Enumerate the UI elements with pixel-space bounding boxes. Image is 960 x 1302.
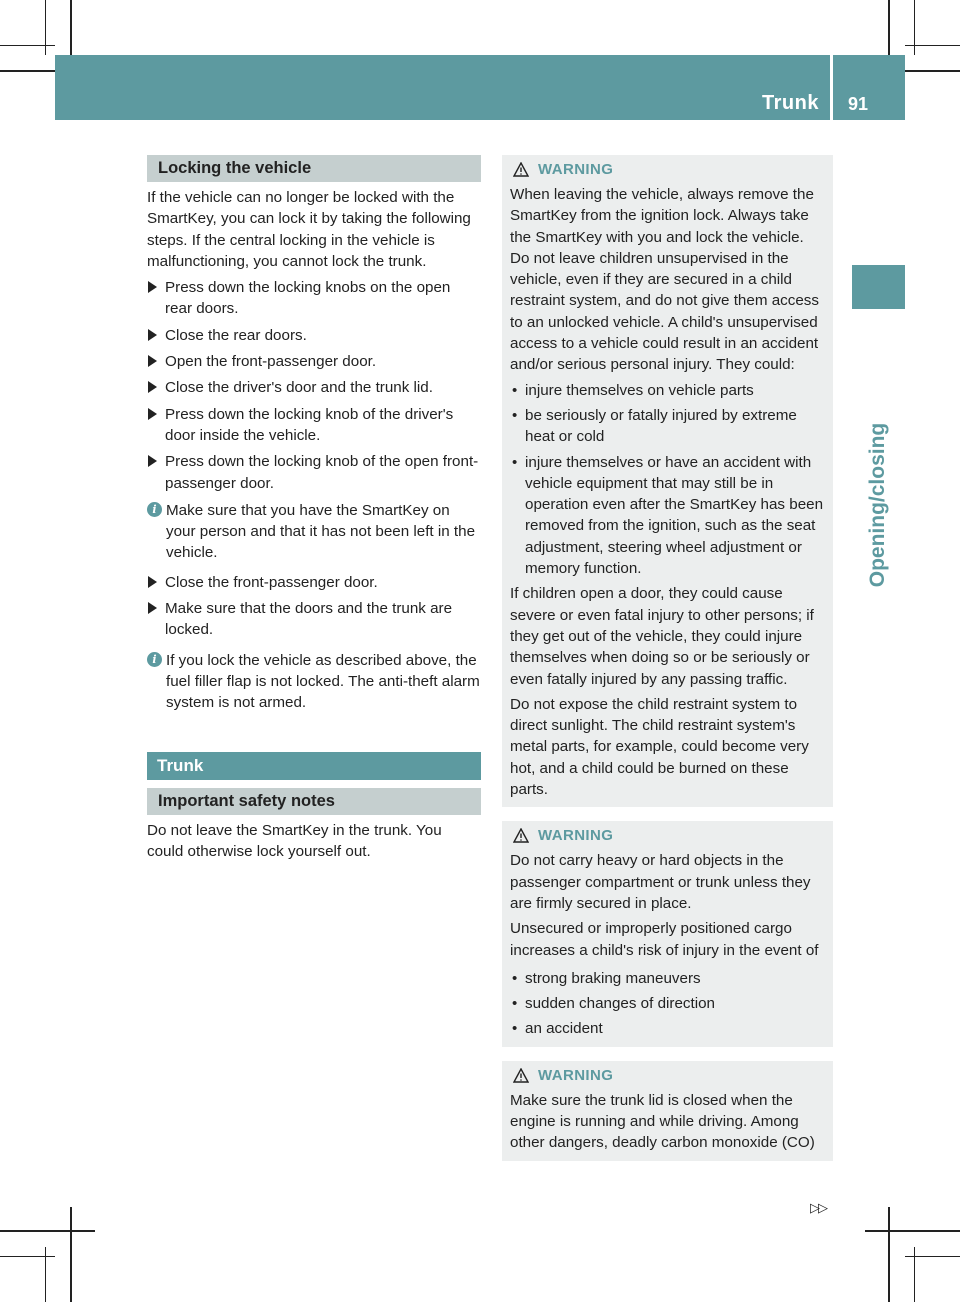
step-text: Press down the locking knob of the open front-passenger door. bbox=[165, 453, 479, 492]
crop-mark bbox=[888, 1207, 890, 1302]
info-text: Make sure that you have the SmartKey on your person and that it has not been left in the vehicle. bbox=[166, 501, 476, 562]
page-number: 91 bbox=[848, 94, 869, 114]
bullet-text: injure themselves or have an accident with vehicle equipment that may still be in operation even after the SmartKey has been removed from the ignition, such as the seat adjustment, steering wheel adjustment or memory function. bbox=[525, 453, 824, 578]
bullet-item bbox=[510, 452, 826, 580]
step-item bbox=[147, 325, 481, 346]
step-text: Close the front-passenger door. bbox=[165, 573, 378, 591]
bullet-text: sudden changes of direction bbox=[525, 995, 715, 1013]
bullet-item bbox=[510, 968, 826, 989]
crop-mark bbox=[914, 0, 915, 55]
crop-mark bbox=[0, 1230, 95, 1232]
step-arrow-icon bbox=[148, 408, 157, 420]
step-text: Close the driver's door and the trunk lid. bbox=[165, 379, 433, 397]
step-item bbox=[147, 572, 481, 593]
step-item bbox=[147, 404, 481, 447]
warning-triangle-icon bbox=[513, 1068, 529, 1083]
info-icon: i bbox=[147, 502, 162, 517]
step-item bbox=[147, 351, 481, 372]
left-column bbox=[147, 155, 481, 862]
crop-mark bbox=[865, 1230, 960, 1232]
bullet-dot: • bbox=[512, 453, 518, 471]
step-text: Close the rear doors. bbox=[165, 326, 307, 344]
warning-label: WARNING bbox=[538, 1066, 614, 1084]
info-icon: i bbox=[147, 652, 162, 667]
chapter-label: Opening/closing bbox=[866, 422, 889, 588]
bullet-text: an accident bbox=[525, 1020, 603, 1038]
step-text: Press down the locking knob of the driver's door inside the vehicle. bbox=[165, 405, 454, 444]
step-arrow-icon bbox=[148, 281, 157, 293]
bullet-text: strong braking maneuvers bbox=[525, 969, 701, 987]
bullet-text: injure themselves on vehicle parts bbox=[525, 381, 754, 399]
step-arrow-icon bbox=[148, 355, 157, 367]
header-separator bbox=[830, 55, 833, 120]
step-arrow-icon bbox=[148, 602, 157, 614]
step-item bbox=[147, 277, 481, 320]
warning-triangle-icon bbox=[513, 162, 529, 177]
step-arrow-icon bbox=[148, 455, 157, 467]
bullet-item bbox=[510, 405, 826, 448]
step-item bbox=[147, 451, 481, 494]
warning-paragraph: Do not expose the child restraint system to direct sunlight. The child restraint system's metal parts, for example, could become very hot, and a child could be burned on these parts. bbox=[510, 695, 809, 799]
info-text: If you lock the vehicle as described above, the fuel filler flap is not locked. The anti-theft alarm system is not armed. bbox=[166, 651, 480, 712]
info-note bbox=[147, 650, 481, 714]
step-text: Make sure that the doors and the trunk are locked. bbox=[165, 600, 453, 639]
warning-box bbox=[502, 155, 833, 807]
bullet-item bbox=[510, 1018, 826, 1039]
warning-header bbox=[510, 1065, 826, 1087]
locking-intro: If the vehicle can no longer be locked with the SmartKey, you can lock it by taking the following steps. If the central locking in the vehicle is malfunctioning, you cannot lock the trunk. bbox=[147, 189, 471, 270]
bullet-dot: • bbox=[512, 406, 518, 424]
step-text: Open the front-passenger door. bbox=[165, 353, 377, 371]
section-heading-trunk: Trunk bbox=[147, 752, 481, 780]
bullet-dot: • bbox=[512, 969, 518, 987]
subsection-heading-safety: Important safety notes bbox=[147, 788, 481, 815]
step-arrow-icon bbox=[148, 329, 157, 341]
bullet-item bbox=[510, 380, 826, 401]
crop-mark bbox=[45, 0, 46, 55]
bullet-item bbox=[510, 993, 826, 1014]
crop-mark bbox=[0, 45, 55, 46]
warning-box bbox=[502, 821, 833, 1046]
warning-header bbox=[510, 159, 826, 181]
safety-text: Do not leave the SmartKey in the trunk. You could otherwise lock yourself out. bbox=[147, 821, 442, 860]
step-item bbox=[147, 377, 481, 398]
crop-mark bbox=[0, 1256, 55, 1257]
continue-marker-icon: ▷▷ bbox=[810, 1200, 826, 1215]
step-item bbox=[147, 598, 481, 641]
step-text: Press down the locking knobs on the open rear doors. bbox=[165, 279, 451, 318]
crop-mark bbox=[70, 1207, 72, 1302]
bullet-text: be seriously or fatally injured by extreme heat or cold bbox=[525, 406, 797, 446]
crop-mark bbox=[914, 1247, 915, 1302]
warning-label: WARNING bbox=[538, 827, 614, 845]
page-header-title: Trunk bbox=[762, 92, 819, 114]
section-heading-locking: Locking the vehicle bbox=[147, 155, 481, 182]
info-note bbox=[147, 500, 481, 564]
right-column bbox=[502, 155, 833, 1161]
warning-header bbox=[510, 825, 826, 847]
warning-paragraph: When leaving the vehicle, always remove the SmartKey from the ignition lock. Always take the SmartKey with you and lock the vehicle. Do not leave children unsupervised in the vehicle, even if they are secured in a child restraint system, and do not give them access to an unlocked vehicle. A child's unsupervised access to a vehicle could result in an accident and/or serious personal injury. They could: bbox=[510, 186, 819, 374]
warning-paragraph: Make sure the trunk lid is closed when the engine is running and while driving. Among other dangers, deadly carbon monoxide (CO) bbox=[510, 1091, 815, 1152]
warning-paragraph: Unsecured or improperly positioned cargo increases a child's risk of injury in the event of bbox=[510, 920, 819, 959]
warning-label: WARNING bbox=[538, 161, 614, 178]
step-arrow-icon bbox=[148, 576, 157, 588]
crop-mark bbox=[45, 1247, 46, 1302]
warning-paragraph: If children open a door, they could cause severe or even fatal injury to other persons; if they get out of the vehicle, they could injure themselves when doing so or be seriously or even fatally injured by any passing traffic. bbox=[510, 585, 814, 688]
warning-triangle-icon bbox=[513, 828, 529, 843]
bullet-dot: • bbox=[512, 1020, 518, 1038]
warning-box bbox=[502, 1061, 833, 1161]
chapter-tab-marker bbox=[852, 265, 905, 309]
step-arrow-icon bbox=[148, 381, 157, 393]
bullet-dot: • bbox=[512, 381, 518, 399]
warning-paragraph: Do not carry heavy or hard objects in the passenger compartment or trunk unless they are firmly secured in place. bbox=[510, 852, 811, 912]
bullet-dot: • bbox=[512, 995, 518, 1013]
